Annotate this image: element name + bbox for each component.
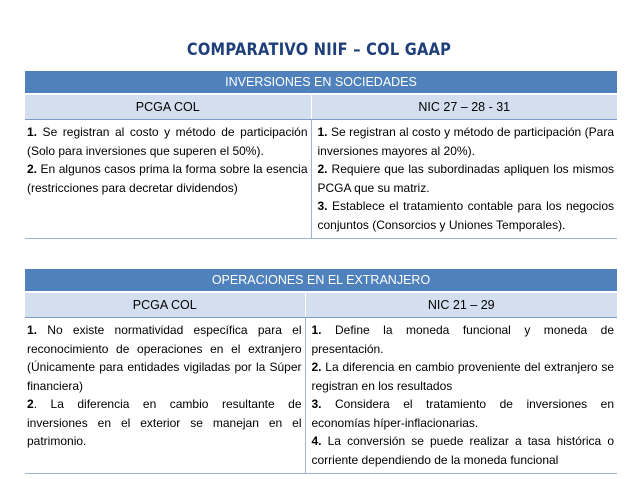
column-header-left: PCGA COL	[25, 292, 305, 318]
list-item: 1. Se registran al costo y método de participación (Solo para inversiones que superen el 50%).	[27, 125, 308, 158]
left-cell	[25, 120, 311, 239]
section-header: INVERSIONES EN SOCIEDADES	[25, 71, 617, 94]
column-header-right: NIC 21 – 29	[305, 292, 617, 318]
column-header-row	[25, 292, 617, 318]
table-inversiones	[25, 71, 617, 239]
section-header: OPERACIONES EN EL EXTRANJERO	[25, 269, 617, 292]
list-item: 3. Establece el tratamiento contable para los negocios conjuntos (Consorcios y Uniones Temporales).	[317, 199, 614, 232]
column-header-row	[25, 94, 617, 120]
column-header-right: NIC 27 – 28 - 31	[311, 94, 617, 120]
column-header-left: PCGA COL	[25, 94, 311, 120]
content-row	[25, 318, 617, 474]
list-item: 1. Se registran al costo y método de participación (Para inversiones mayores al 20%).	[317, 125, 614, 158]
list-item: 4. La conversión se puede realizar a tasa histórica o corriente dependiendo de la moneda funcional	[311, 434, 614, 467]
page-title: COMPARATIVO NIIF – COL GAAP	[186, 40, 452, 60]
content-row	[25, 120, 617, 239]
section-header-row	[25, 269, 617, 292]
right-cell	[305, 318, 617, 474]
right-cell	[311, 120, 617, 239]
section-header-row	[25, 71, 617, 94]
list-item: 1. No existe normatividad específica para el reconocimiento de operaciones en el extranjero (Únicamente para entidades vigiladas por la Súper financiera)	[27, 323, 302, 393]
left-cell	[25, 318, 305, 474]
list-item: 1. Define la moneda funcional y moneda de presentación.	[311, 323, 614, 356]
list-item: 3. Considera el tratamiento de inversiones en economías híper-inflacionarias.	[311, 397, 614, 430]
list-item: 2. La diferencia en cambio proveniente del extranjero se registran en los resultados	[311, 360, 614, 393]
table-operaciones	[25, 269, 617, 474]
list-item: 2. Requiere que las subordinadas apliquen los mismos PCGA que su matriz.	[317, 162, 614, 195]
list-item: 2. La diferencia en cambio resultante de inversiones en el exterior se manejan en el patrimonio.	[27, 397, 302, 448]
list-item: 2. En algunos casos prima la forma sobre la esencia (restricciones para decretar dividendos)	[27, 162, 308, 195]
